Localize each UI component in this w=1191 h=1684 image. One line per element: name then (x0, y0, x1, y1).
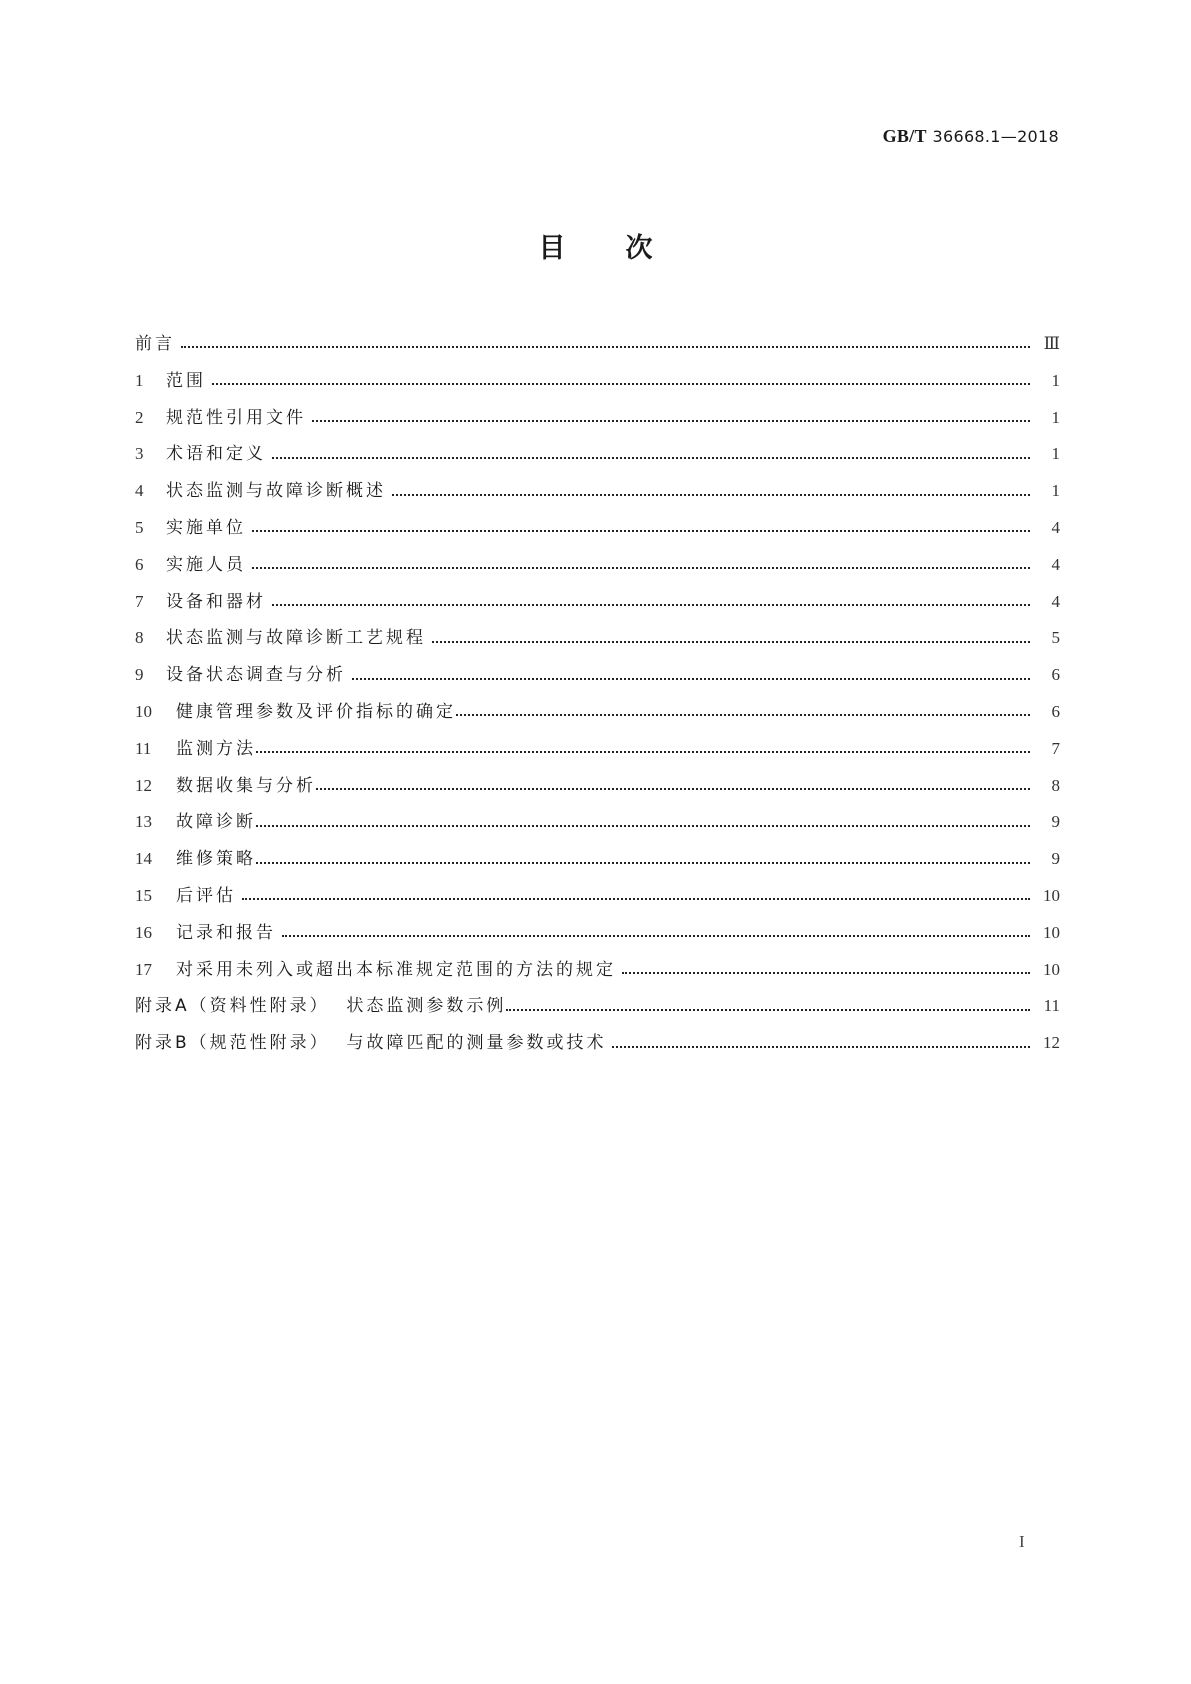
toc-entry-number: 6 (135, 554, 144, 574)
toc-entry-15[interactable] (135, 878, 1060, 915)
toc-entry-label: 维修策略 (176, 849, 256, 870)
toc-entry-label: 前言 (135, 334, 175, 354)
toc-entry-label: 状态监测与故障诊断工艺规程 (166, 628, 426, 649)
toc-entry-14[interactable] (135, 841, 1060, 878)
dot-leader (212, 383, 1030, 385)
toc-entry-number: 4 (135, 481, 144, 501)
dot-leader (181, 346, 1030, 348)
toc-entry-number: 8 (135, 628, 144, 648)
toc-entry-page: 11 (1043, 996, 1060, 1016)
toc-entry-number: 5 (135, 517, 144, 537)
dot-leader (352, 678, 1030, 680)
toc-entry-appendix-b[interactable] (135, 1025, 1060, 1062)
toc-entry-number: 7 (135, 591, 144, 611)
toc-entry-number: 16 (135, 922, 152, 942)
toc-entry-number: 14 (135, 849, 152, 869)
toc-entry-label: 对采用未列入或超出本标准规定范围的方法的规定 (176, 959, 616, 980)
toc-entry-page: 10 (1043, 885, 1060, 905)
dot-leader (252, 567, 1030, 569)
toc-entry-number: 15 (135, 885, 152, 905)
toc-entry-page: 7 (1051, 738, 1060, 758)
dot-leader (256, 751, 1030, 753)
toc-entry-number: 1 (135, 370, 144, 390)
dot-leader (256, 825, 1030, 827)
toc-entry-page: 4 (1051, 591, 1060, 611)
toc-entry-13[interactable] (135, 804, 1060, 841)
toc-entry-11[interactable] (135, 731, 1060, 768)
toc-entry-number: 17 (135, 959, 152, 979)
toc-entry-7[interactable] (135, 584, 1060, 621)
title-char-2: 次 (625, 233, 653, 264)
title-char-1: 目 (538, 233, 566, 264)
standard-prefix: GB/T (882, 126, 927, 146)
toc-entry-label: 规范性引用文件 (166, 407, 306, 428)
dot-leader (272, 604, 1030, 606)
toc-entry-label: 设备状态调查与分析 (166, 665, 346, 686)
table-of-contents (135, 326, 1060, 1062)
toc-entry-page: Ⅲ (1043, 334, 1060, 353)
dot-leader (272, 457, 1030, 459)
toc-entry-9[interactable] (135, 657, 1060, 694)
toc-entry-label: 附录B（规范性附录） 与故障匹配的测量参数或技术 (135, 1033, 607, 1054)
dot-leader (622, 972, 1030, 974)
toc-entry-label: 健康管理参数及评价指标的确定 (176, 701, 456, 722)
toc-entry-10[interactable] (135, 694, 1060, 731)
toc-entry-5[interactable] (135, 510, 1060, 547)
toc-entry-12[interactable] (135, 768, 1060, 805)
dot-leader (612, 1046, 1030, 1048)
toc-entry-page: 9 (1051, 812, 1060, 832)
toc-entry-16[interactable] (135, 915, 1060, 952)
dot-leader (456, 714, 1030, 716)
toc-entry-label: 设备和器材 (166, 591, 266, 612)
toc-entry-page: 4 (1051, 517, 1060, 537)
toc-entry-page: 6 (1051, 701, 1060, 721)
toc-entry-label: 实施人员 (166, 554, 246, 575)
toc-entry-number: 2 (135, 407, 144, 427)
dot-leader (392, 494, 1030, 496)
toc-entry-number: 12 (135, 775, 152, 795)
toc-entry-label: 实施单位 (166, 517, 246, 538)
toc-entry-page: 10 (1043, 922, 1060, 942)
toc-entry-label: 附录A（资料性附录） 状态监测参数示例 (135, 996, 507, 1017)
dot-leader (282, 935, 1030, 937)
toc-entry-appendix-a[interactable] (135, 988, 1060, 1025)
toc-entry-number: 10 (135, 701, 152, 721)
toc-entry-page: 4 (1051, 554, 1060, 574)
toc-entry-3[interactable] (135, 436, 1060, 473)
standard-code (883, 126, 1059, 147)
toc-entry-number: 9 (135, 665, 144, 685)
toc-entry-label: 记录和报告 (176, 922, 276, 943)
toc-entry-label: 监测方法 (176, 738, 256, 759)
toc-entry-page: 5 (1051, 628, 1060, 648)
toc-entry-page: 8 (1051, 775, 1060, 795)
dot-leader (252, 530, 1030, 532)
page-title (0, 226, 1191, 265)
toc-entry-number: 3 (135, 444, 144, 464)
toc-entry-label: 范围 (166, 370, 206, 391)
dot-leader (242, 898, 1030, 900)
toc-entry-page: 1 (1051, 370, 1060, 390)
dot-leader (506, 1009, 1030, 1011)
toc-entry-2[interactable] (135, 400, 1060, 437)
toc-entry-label: 数据收集与分析 (176, 775, 316, 796)
toc-entry-page: 10 (1043, 959, 1060, 979)
toc-entry-label: 状态监测与故障诊断概述 (166, 481, 386, 502)
toc-entry-17[interactable] (135, 952, 1060, 989)
toc-entry-4[interactable] (135, 473, 1060, 510)
dot-leader (432, 641, 1030, 643)
toc-entry-number: 11 (135, 738, 152, 758)
toc-entry-number: 13 (135, 812, 152, 832)
toc-entry-6[interactable] (135, 547, 1060, 584)
toc-entry-page: 1 (1051, 444, 1060, 464)
toc-entry-page: 1 (1051, 481, 1060, 501)
dot-leader (312, 420, 1030, 422)
toc-entry-label: 故障诊断 (176, 812, 256, 833)
toc-entry-page: 1 (1051, 407, 1060, 427)
toc-entry-page: 12 (1043, 1033, 1060, 1053)
dot-leader (316, 788, 1030, 790)
toc-entry-8[interactable] (135, 620, 1060, 657)
page-number: I (1019, 1532, 1025, 1551)
toc-entry-page: 6 (1051, 665, 1060, 685)
toc-entry-page: 9 (1051, 849, 1060, 869)
toc-entry-1[interactable] (135, 363, 1060, 400)
toc-entry-label: 术语和定义 (166, 444, 266, 465)
standard-number: 36668.1—2018 (932, 127, 1059, 146)
toc-entry-foreword[interactable] (135, 326, 1060, 363)
toc-entry-label: 后评估 (176, 885, 236, 906)
dot-leader (256, 862, 1030, 864)
